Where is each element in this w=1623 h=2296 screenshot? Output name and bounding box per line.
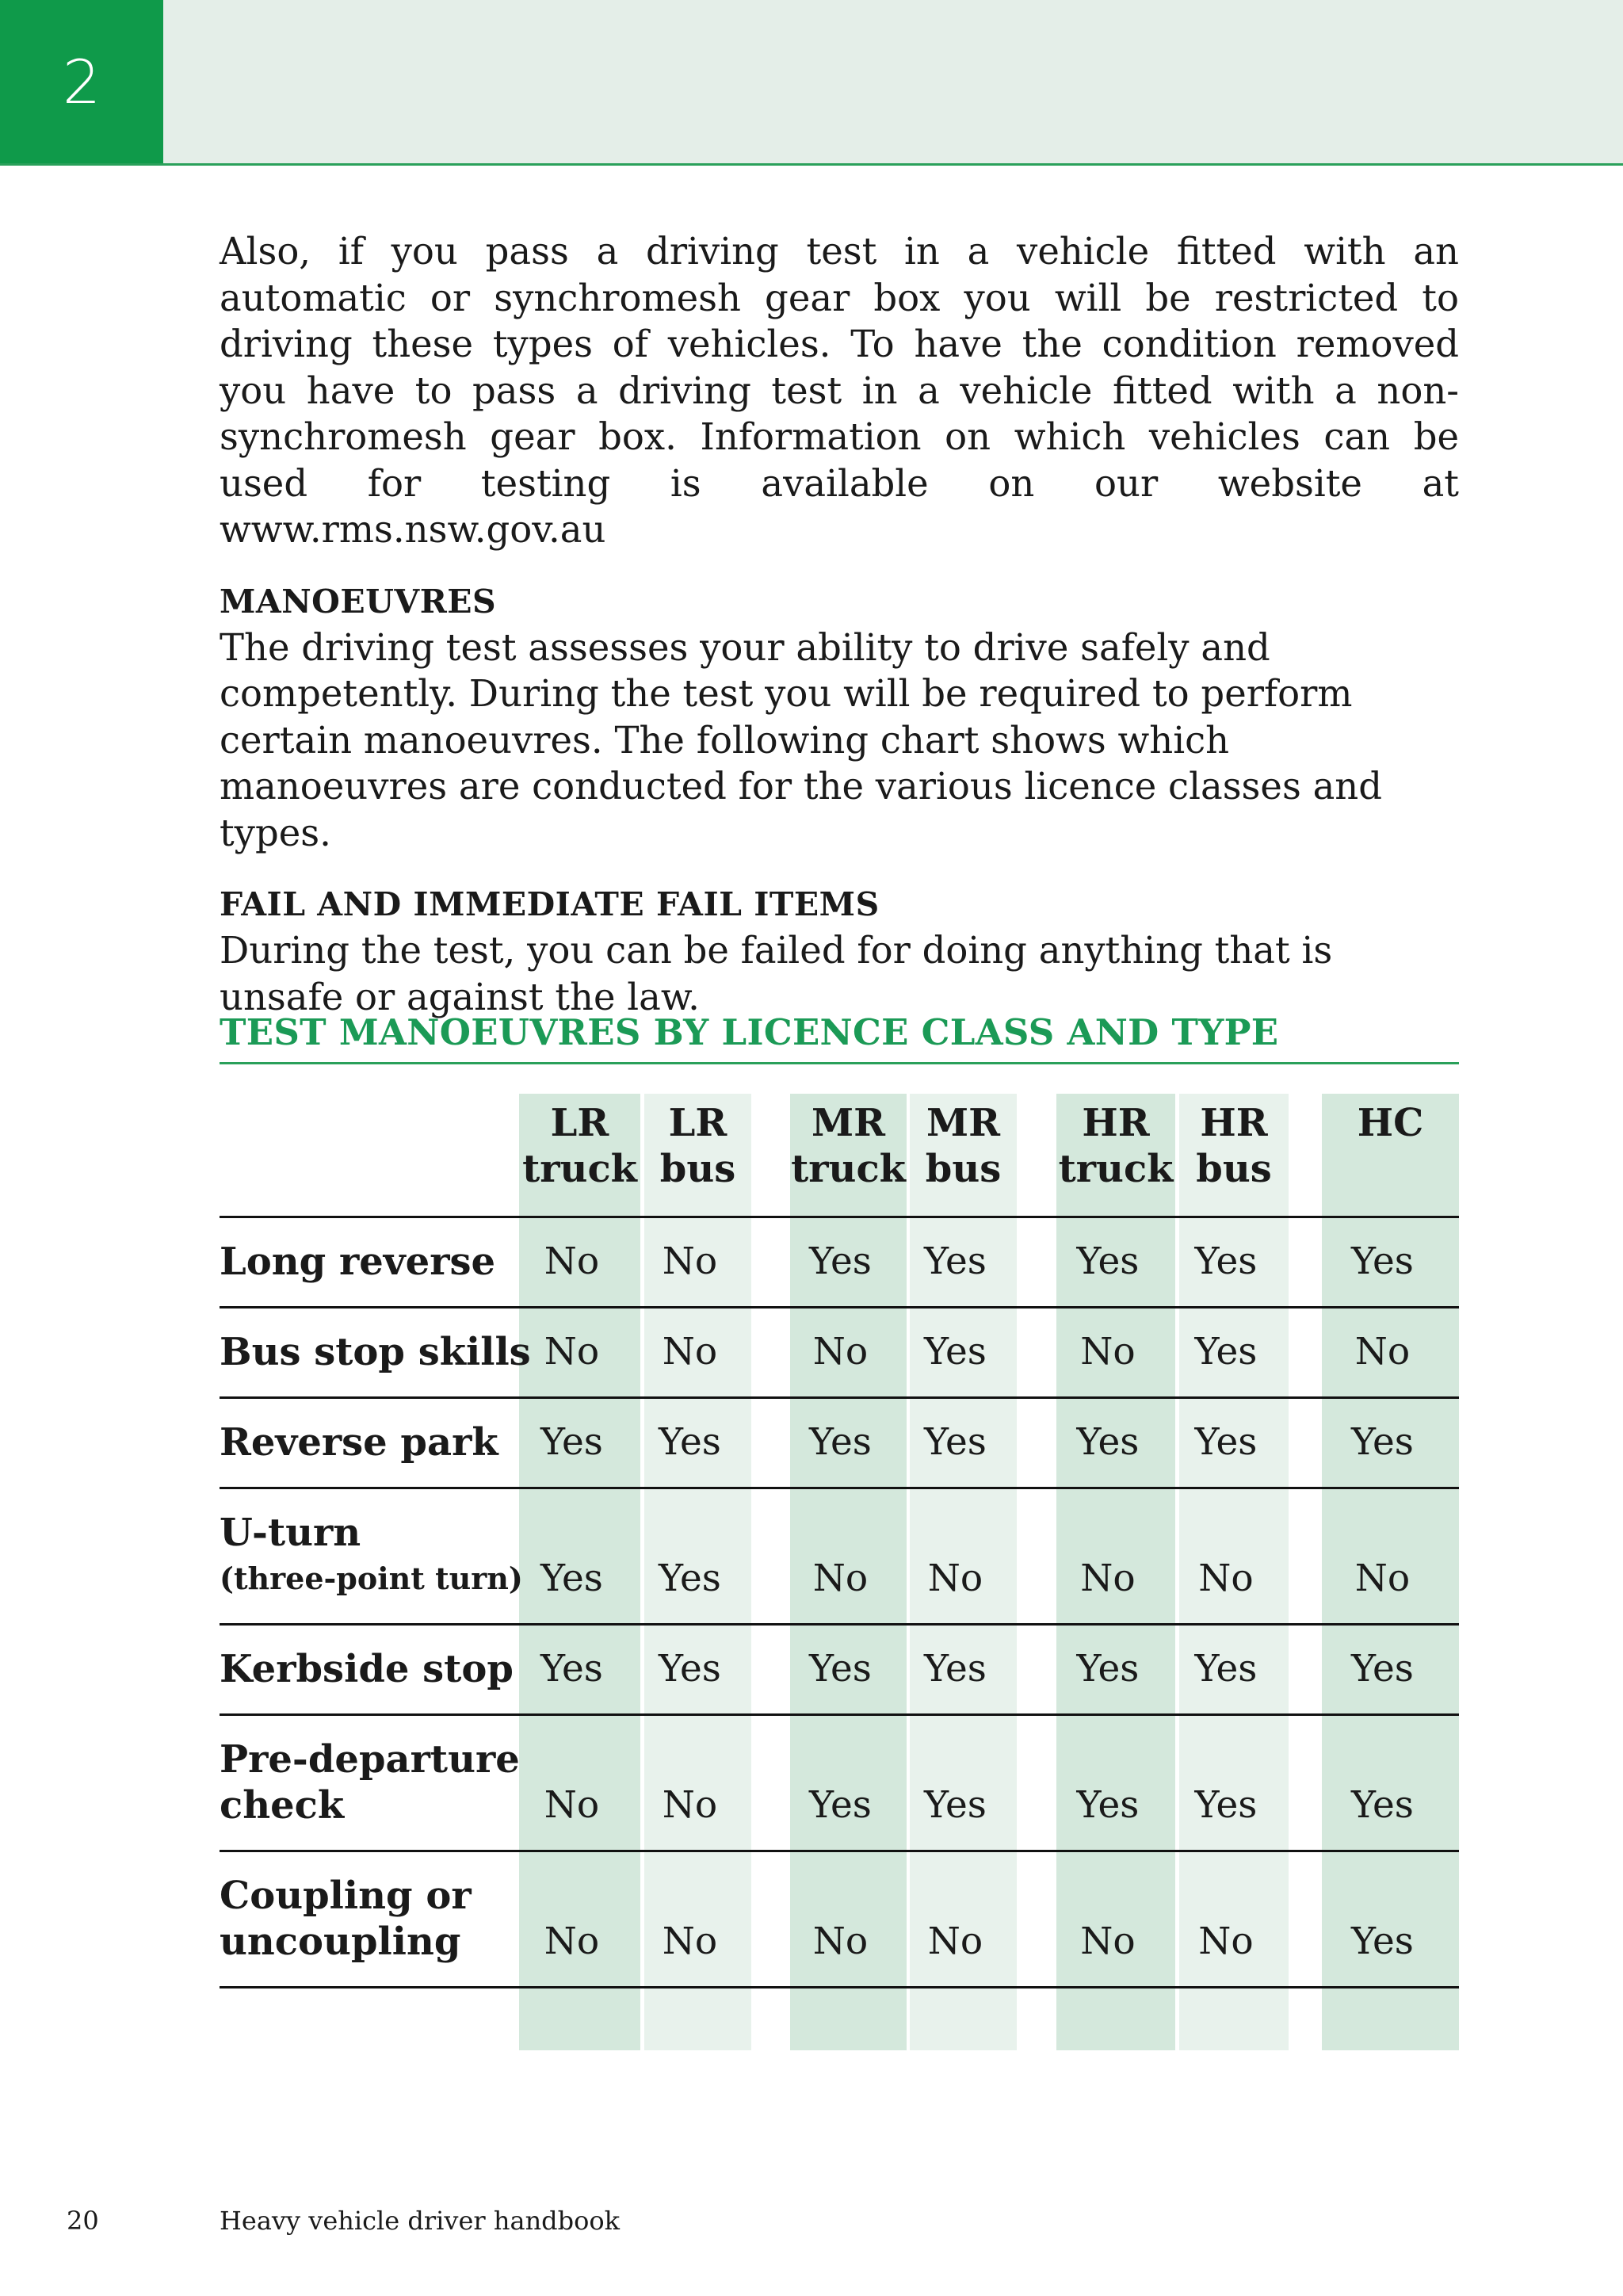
page-number: 20 — [67, 2206, 99, 2236]
table-cell: Yes — [1194, 1783, 1258, 1827]
body-text — [220, 228, 1459, 1020]
table-cell: Yes — [540, 1557, 603, 1600]
table-title: TEST MANOEUVRES BY LICENCE CLASS AND TYPE — [220, 1008, 1459, 1064]
column-header — [1322, 1100, 1459, 1146]
row-label-main: Coupling or — [220, 1874, 472, 1918]
row-divider — [220, 1986, 1459, 1988]
manoeuvres-paragraph: The driving test assesses your ability to drive safely and competently. During the test you will be required to perform certain manoeuvres. The following chart shows which manoeuvres are conducted for the various licence classes and types. — [220, 625, 1383, 854]
row-divider — [220, 1396, 1459, 1399]
column-header-class: LR — [668, 1101, 727, 1145]
table-cell: No — [662, 1920, 718, 1963]
row-label-main: Kerbside stop — [220, 1647, 514, 1691]
table-cell: Yes — [1194, 1330, 1258, 1373]
table-cell: No — [662, 1240, 718, 1283]
fail-paragraph: During the test, you can be failed for doing anything that is unsafe or against the law. — [220, 929, 1333, 1018]
column-header — [910, 1100, 1017, 1192]
row-label-main: Pre-departure — [220, 1737, 520, 1782]
table-cell: Yes — [1351, 1647, 1414, 1690]
column-header — [519, 1100, 640, 1192]
table-cell: Yes — [1194, 1647, 1258, 1690]
row-divider — [220, 1623, 1459, 1626]
table-cell: Yes — [1076, 1240, 1140, 1283]
row-divider — [220, 1487, 1459, 1489]
row-label-main: Bus stop skills — [220, 1330, 531, 1374]
row-label — [220, 1329, 531, 1375]
row-label-main: Reverse park — [220, 1420, 498, 1465]
row-divider — [220, 1713, 1459, 1716]
table-cell: Yes — [924, 1647, 987, 1690]
row-label-main: Long reverse — [220, 1240, 496, 1284]
table-cell: Yes — [659, 1420, 721, 1464]
table-cell: Yes — [659, 1557, 721, 1600]
column-header-type: truck — [522, 1147, 637, 1191]
column-header-class: MR — [926, 1101, 1001, 1145]
table-cell: No — [812, 1557, 869, 1600]
table-cell: No — [662, 1783, 718, 1827]
table-cell: No — [1354, 1330, 1411, 1373]
table-cell: Yes — [924, 1783, 987, 1827]
table-cell: Yes — [540, 1420, 603, 1464]
row-label — [220, 1873, 472, 1965]
table-cell: Yes — [1351, 1783, 1414, 1827]
column-header-class: MR — [811, 1101, 886, 1145]
column-header — [1056, 1100, 1175, 1192]
table-cell: Yes — [809, 1647, 872, 1690]
table-cell: Yes — [1076, 1783, 1140, 1827]
column-header-class: HR — [1082, 1101, 1150, 1145]
header-band — [0, 0, 1623, 166]
table-cell: Yes — [1194, 1420, 1258, 1464]
column-header-type: truck — [1058, 1147, 1174, 1191]
table-cell: No — [544, 1330, 600, 1373]
row-divider — [220, 1216, 1459, 1218]
table-cell: No — [927, 1557, 983, 1600]
row-label-main: U-turn — [220, 1511, 361, 1555]
table-cell: No — [544, 1783, 600, 1827]
table-cell: Yes — [1351, 1920, 1414, 1963]
table-cell: No — [544, 1240, 600, 1283]
footer-title: Heavy vehicle driver handbook — [220, 2206, 621, 2236]
column-header — [644, 1100, 751, 1192]
column-header-class: LR — [550, 1101, 609, 1145]
table-cell: No — [662, 1330, 718, 1373]
table-cell: Yes — [1351, 1420, 1414, 1464]
intro-paragraph: Also, if you pass a driving test in a vehicle fitted with an automatic or synchromesh gear box you will be restricted to driving these types of vehicles. To have the condition removed you have to pass a driving test in a vehicle fitted with a non-synchromesh gear box. Information on which vehicles can be used for testing is available on our website at www.rms.nsw.gov.au — [220, 230, 1459, 551]
table-cell: Yes — [924, 1330, 987, 1373]
table-cell: Yes — [1076, 1647, 1140, 1690]
row-label — [220, 1419, 498, 1465]
row-label — [220, 1646, 514, 1692]
table-cell: No — [1080, 1557, 1136, 1600]
fail-heading: FAIL AND IMMEDIATE FAIL ITEMS — [220, 885, 880, 923]
table-cell: No — [1354, 1557, 1411, 1600]
table-cell: No — [544, 1920, 600, 1963]
row-label — [220, 1510, 523, 1602]
table-cell: Yes — [924, 1420, 987, 1464]
table-cell: No — [1198, 1920, 1254, 1963]
row-divider — [220, 1850, 1459, 1852]
chapter-number: 2 — [0, 0, 163, 163]
column-header-class: HC — [1357, 1101, 1424, 1145]
table-cell: Yes — [809, 1783, 872, 1827]
column-header-type: bus — [925, 1147, 1002, 1191]
column-header-class: HR — [1200, 1101, 1268, 1145]
table-cell: Yes — [540, 1647, 603, 1690]
table-cell: Yes — [659, 1647, 721, 1690]
column-header-type: truck — [791, 1147, 906, 1191]
row-label-sub: (three-point turn) — [220, 1561, 523, 1596]
column-header-type: bus — [1196, 1147, 1272, 1191]
table-cell: No — [927, 1920, 983, 1963]
row-label — [220, 1736, 520, 1828]
table-cell: Yes — [1351, 1240, 1414, 1283]
table-cell: Yes — [809, 1240, 872, 1283]
column-header — [1179, 1100, 1289, 1192]
row-label-sub: check — [220, 1783, 345, 1828]
table-cell: No — [1080, 1920, 1136, 1963]
column-header — [790, 1100, 907, 1192]
table-cell: Yes — [924, 1240, 987, 1283]
table-cell: No — [812, 1330, 869, 1373]
table-cell: Yes — [809, 1420, 872, 1464]
manoeuvres-heading: MANOEUVRES — [220, 582, 497, 621]
row-divider — [220, 1306, 1459, 1308]
table-cell: Yes — [1076, 1420, 1140, 1464]
column-header-type: bus — [659, 1147, 736, 1191]
table-cell: No — [812, 1920, 869, 1963]
table-cell: Yes — [1194, 1240, 1258, 1283]
table-cell: No — [1198, 1557, 1254, 1600]
row-label — [220, 1239, 495, 1285]
table-cell: No — [1080, 1330, 1136, 1373]
row-label-sub: uncoupling — [220, 1920, 461, 1964]
